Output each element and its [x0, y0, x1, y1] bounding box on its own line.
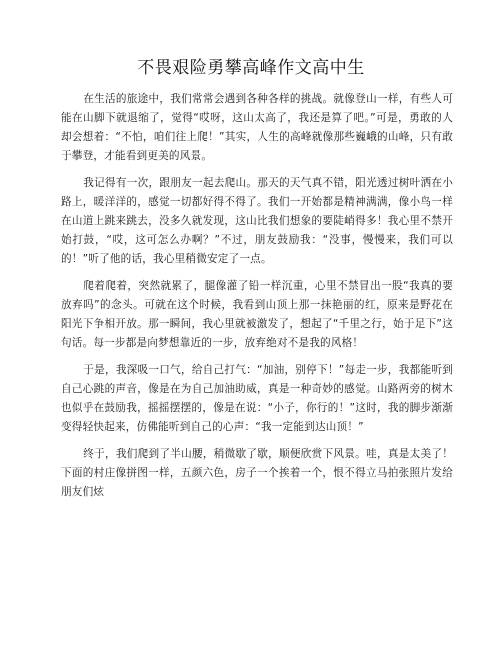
paragraph-2: 我记得有一次，跟朋友一起去爬山。那天的天气真不错，阳光透过树叶洒在小路上，暖洋洋的，感觉一切都好得不得了。我们一开始都是精神满满，像小鸟一样在山道上跳来跳去，没多久就发现，这山比我们想象的要陡峭得多！我心里不禁开始打鼓，“哎，这可怎么办啊？”不过，朋友鼓励我：“没事，慢慢来，我们可以的！”听了他的话，我心里稍微安定了一点。: [61, 177, 453, 265]
paragraph-3: 爬着爬着，突然就累了，腿像灌了铅一样沉重，心里不禁冒出一股“我真的要放弃吗”的念头。可就在这个时候，我看到山顶上那一抹艳丽的红，原来是野花在阳光下争相开放。那一瞬间，我心里就被激发了，想起了“千里之行，始于足下”这句话。每一步都是向梦想靠近的一步，放弃绝对不是我的风格！: [61, 280, 453, 349]
document-body: [61, 90, 453, 510]
paragraph-4: 于是，我深吸一口气，给自己打气：“加油，别停下！”每走一步，我都能听到自己心跳的声音，像是在为自己加油助威，真是一种奇妙的感觉。山路两旁的树木也似乎在鼓励我，摇摇摆摆的，像是在说：“小子，你行的！”这时，我的脚步渐渐变得轻快起来，仿佛能听到自己的心声：“我一定能到达山顶！”: [61, 364, 453, 433]
document-title: 不畏艰险勇攀高峰作文高中生: [137, 58, 365, 78]
paragraph-1: 在生活的旅途中，我们常常会遇到各种各样的挑战。就像登山一样，有些人可能在山脚下就退缩了，觉得“哎呀，这山太高了，我还是算了吧。”可是，勇敢的人却会想着：“不怕，咱们往上爬！”其实，人生的高峰就像那些巍峨的山峰，只有敢于攀登，才能看到更美的风景。: [61, 93, 453, 162]
paragraph-5: 终于，我们爬到了半山腰，稍微歇了歇，顺便欣赏下风景。哇，真是太美了！下面的村庄像拼图一样，五颜六色，房子一个挨着一个，恨不得立马拍张照片发给朋友们炫: [61, 448, 453, 498]
